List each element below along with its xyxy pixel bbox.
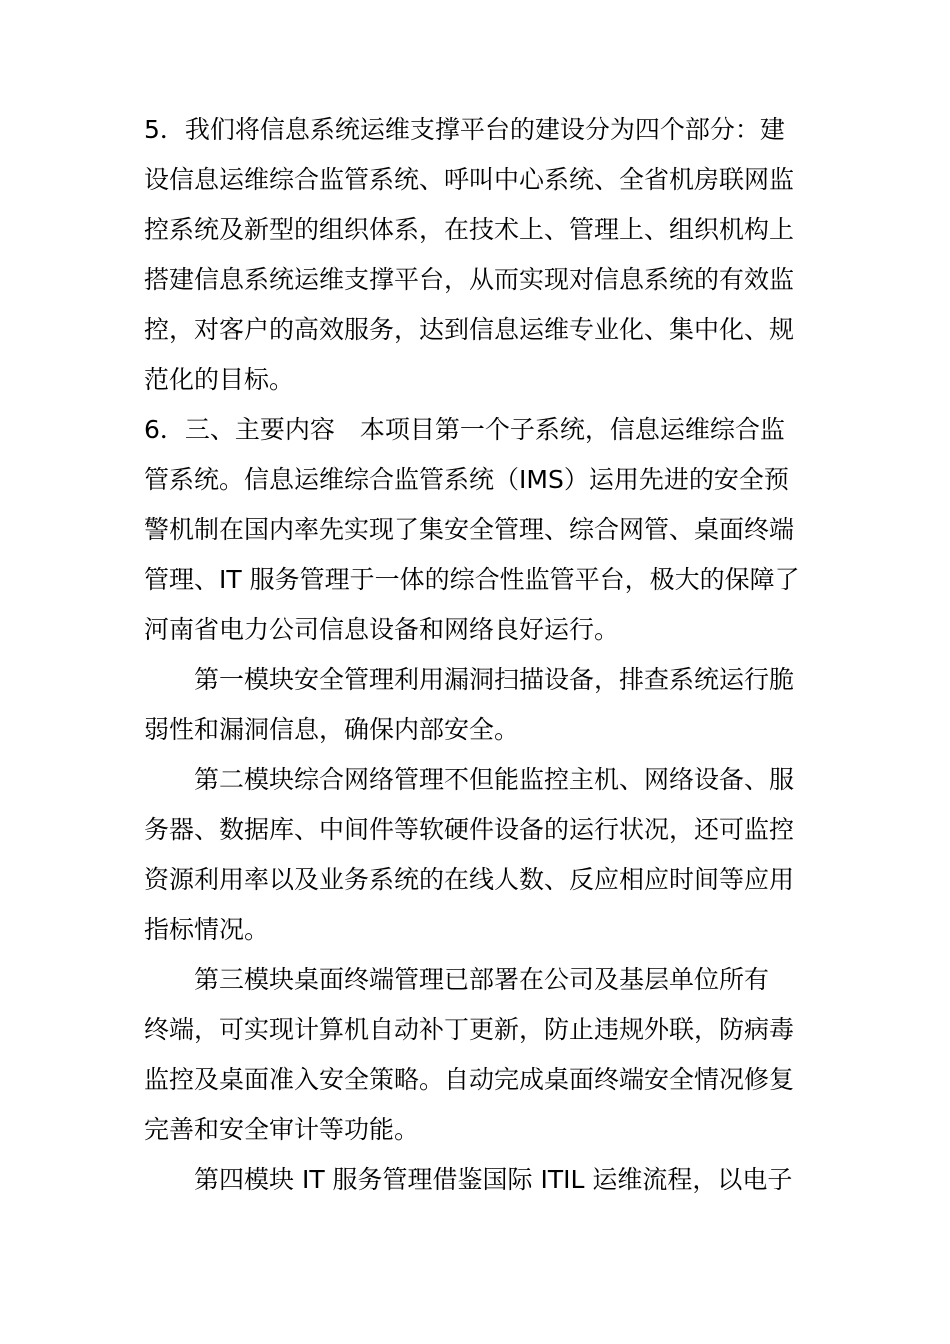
text-line: 指标情况。 bbox=[144, 915, 270, 944]
text-line: 第三模块桌面终端管理已部署在公司及基层单位所有 bbox=[144, 965, 770, 994]
text-line: 务器、数据库、中间件等软硬件设备的运行状况，还可监控 bbox=[144, 815, 795, 844]
text-line: 第一模块安全管理利用漏洞扫描设备，排查系统运行脆 bbox=[144, 665, 795, 694]
text-line: 警机制在国内率先实现了集安全管理、综合网管、桌面终端 bbox=[144, 515, 795, 544]
text-line: 弱性和漏洞信息，确保内部安全。 bbox=[144, 715, 520, 744]
text-line: 第二模块综合网络管理不但能监控主机、网络设备、服 bbox=[144, 765, 795, 794]
text-line: 控系统及新型的组织体系，在技术上、管理上、组织机构上 bbox=[144, 215, 795, 244]
text-line: 控，对客户的高效服务，达到信息运维专业化、集中化、规 bbox=[144, 315, 795, 344]
text-line: 管系统。信息运维综合监管系统（IMS）运用先进的安全预 bbox=[144, 465, 789, 494]
text-line: 河南省电力公司信息设备和网络良好运行。 bbox=[144, 615, 620, 644]
text-line: 第四模块 IT 服务管理借鉴国际 ITIL 运维流程，以电子 bbox=[144, 1165, 793, 1194]
text-line: 完善和安全审计等功能。 bbox=[144, 1115, 420, 1144]
text-line: 终端，可实现计算机自动补丁更新，防止违规外联，防病毒 bbox=[144, 1015, 795, 1044]
text-line: 监控及桌面准入安全策略。自动完成桌面终端安全情况修复 bbox=[144, 1065, 795, 1094]
text-line: 搭建信息系统运维支撑平台，从而实现对信息系统的有效监 bbox=[144, 265, 795, 294]
text-line: 范化的目标。 bbox=[144, 365, 295, 394]
text-line: 管理、IT 服务管理于一体的综合性监管平台，极大的保障了 bbox=[144, 565, 800, 594]
text-line: 资源利用率以及业务系统的在线人数、反应相应时间等应用 bbox=[144, 865, 795, 894]
text-line: 设信息运维综合监管系统、呼叫中心系统、全省机房联网监 bbox=[144, 165, 795, 194]
body-text bbox=[144, 105, 844, 1205]
text-line: 6．三、主要内容 本项目第一个子系统，信息运维综合监 bbox=[144, 415, 785, 444]
text-line: 5．我们将信息系统运维支撑平台的建设分为四个部分：建 bbox=[144, 115, 785, 144]
